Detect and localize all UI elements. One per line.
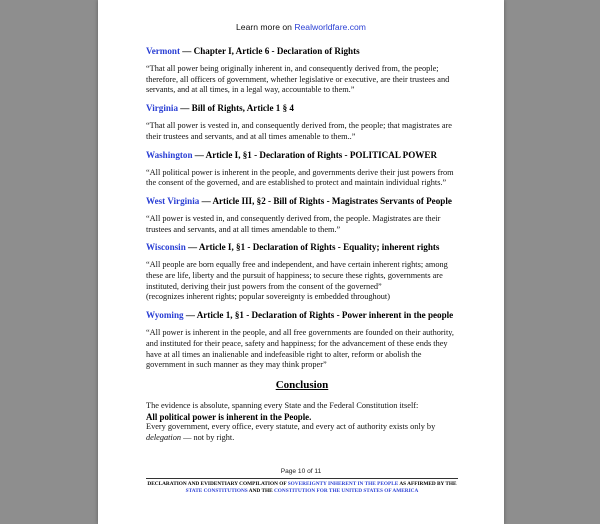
heading-citation: — Article III, §2 - Bill of Rights - Magistrates Servants of People	[199, 195, 452, 206]
section-virginia	[146, 103, 458, 142]
section-heading	[146, 46, 458, 57]
document-page	[98, 0, 504, 524]
state-name: Virginia	[146, 103, 178, 114]
footer-divider	[146, 478, 458, 479]
state-name: Wisconsin	[146, 242, 186, 253]
heading-citation: — Article I, §1 - Declaration of Rights - POLITICAL POWER	[192, 149, 438, 160]
conclusion-emphasis: delegation	[146, 432, 182, 442]
state-name: Vermont	[146, 46, 181, 56]
section-quote: “All power is inherent in the people, and all free governments are founded on their authority, and instituted for their peace, safety and happiness; for the advancement of these ends they have at all times an inalienable and indefeasible right to alter, reform or abolish the government in such manner as they may think proper”	[146, 328, 454, 370]
section-heading	[146, 196, 458, 207]
state-name: Washington	[146, 149, 193, 160]
conclusion-line-2: All political power is inherent in the People.	[146, 411, 312, 422]
section-west-virginia	[146, 196, 458, 235]
realworldfare-link[interactable]: Realworldfare.com	[294, 22, 366, 32]
section-quote: “All people are born equally free and independent, and have certain inherent rights; among these are life, liberty and the pursuit of happiness; to secure these rights, governments are instituted, deriving their just powers from the consent of the governed”	[146, 260, 448, 291]
section-washington	[146, 150, 458, 189]
heading-citation: — Article 1, §1 - Declaration of Rights - Power inherent in the people	[183, 310, 454, 321]
learn-more-text: Learn more on	[236, 22, 295, 32]
state-name: West Virginia	[146, 195, 200, 206]
section-quote: “All political power is inherent in the people, and governments derive their just powers from the consent of the governed, and are established to protect and maintain individual rights.”	[146, 167, 454, 188]
conclusion-line-3	[146, 422, 458, 443]
heading-citation: — Chapter I, Article 6 - Declaration of Rights	[180, 46, 360, 56]
section-quote: “That all power is vested in, and consequently derived from, the people; that magistrates are their trustees and servants, and at all times amenable to them..”	[146, 121, 452, 141]
document-footer	[142, 481, 462, 495]
footer-highlight: SOVEREIGNTY INHERENT IN THE PEOPLE	[287, 481, 399, 487]
footer-text: AND THE	[247, 488, 274, 495]
footer-highlight: CONSTITUTION FOR THE UNITED STATES OF AMERICA	[273, 488, 419, 495]
section-wisconsin	[146, 242, 458, 303]
conclusion-line-1: The evidence is absolute, spanning every State and the Federal Constitution itself:	[146, 400, 419, 410]
section-quote: “All power is vested in, and consequently derived from, the people. Magistrates are their trustees and servants, and at all times amendable to them.”	[146, 213, 441, 234]
section-quote: “That all power being originally inherent in, and consequently derived from, the people; therefore, all officers of government, whether legislative or executive, are their trustees and servants, and at all times, in a legal way, accountable to them.”	[146, 64, 450, 95]
section-wyoming	[146, 310, 458, 371]
section-heading	[146, 310, 458, 321]
footer-text: AS AFFIRMED BY THE	[398, 481, 457, 487]
footer-text: DECLARATION AND EVIDENTIARY COMPILATION OF	[147, 481, 288, 487]
heading-citation: — Bill of Rights, Article 1 § 4	[178, 103, 294, 114]
conclusion-text-end: — not by right.	[181, 432, 235, 442]
document-content	[146, 46, 458, 443]
section-vermont	[146, 46, 458, 96]
section-heading	[146, 150, 458, 161]
footer-highlight: STATE CONSTITUTIONS	[185, 488, 248, 495]
section-heading	[146, 103, 458, 114]
section-note: (recognizes inherent rights; popular sovereignty is embedded throughout)	[146, 292, 391, 302]
learn-more-banner	[98, 22, 504, 32]
conclusion-text: Every government, every office, every statute, and every act of authority exists only by	[146, 422, 436, 432]
state-name: Wyoming	[146, 310, 184, 321]
page-number: Page 10 of 11	[280, 468, 322, 475]
heading-citation: — Article I, §1 - Declaration of Rights - Equality; inherent rights	[185, 242, 440, 253]
conclusion-heading: Conclusion	[275, 378, 329, 391]
section-heading	[146, 242, 458, 253]
